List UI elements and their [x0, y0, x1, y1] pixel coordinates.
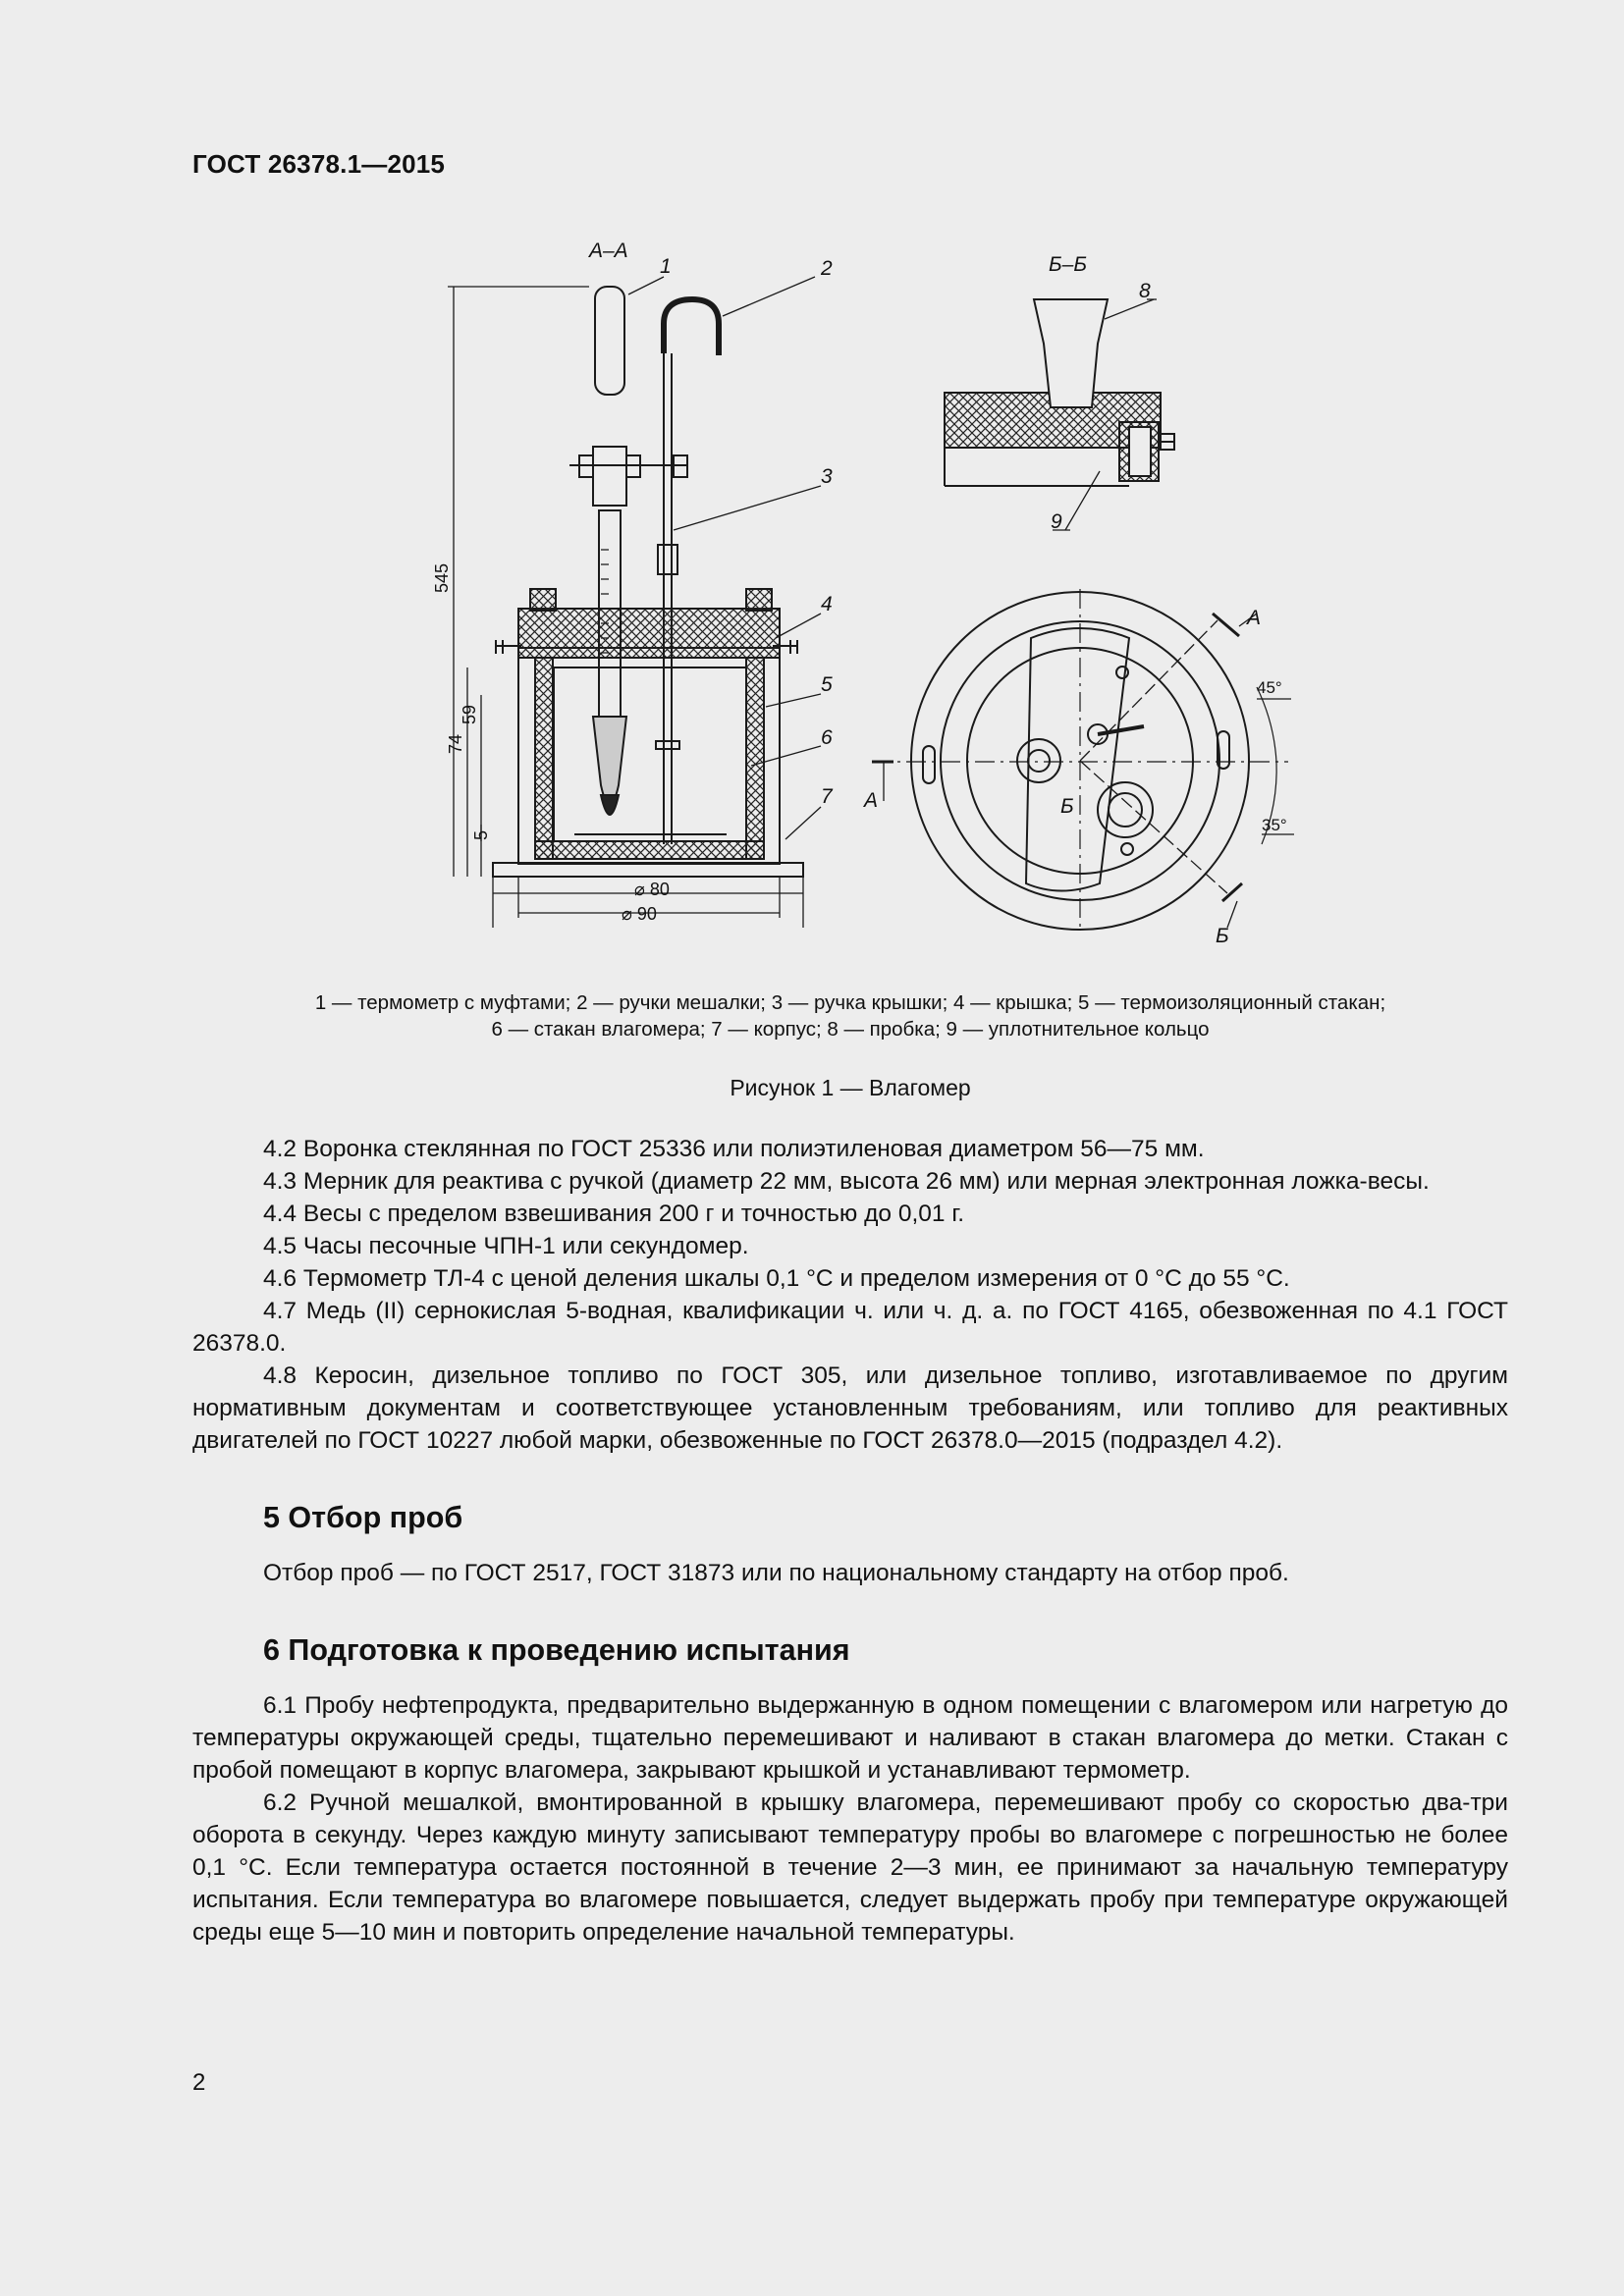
plug [1034, 299, 1108, 407]
dim-545: 545 [432, 562, 452, 593]
dim-5: 5 [471, 829, 491, 840]
thermometer-bulb [593, 717, 626, 805]
callout-1: 1 [660, 255, 672, 278]
document-header: ГОСТ 26378.1—2015 [192, 149, 446, 179]
paragraph-4-2: 4.2 Воронка стеклянная по ГОСТ 25336 или полиэтиленовая диаметром 56—75 мм. [263, 1136, 1205, 1162]
callout-9: 9 [1051, 510, 1062, 533]
label-section-bb: Б–Б [1049, 253, 1088, 276]
figure-moisture-meter [0, 226, 1624, 962]
inner-cup [554, 667, 746, 841]
cut-letter-b-center: Б [1060, 795, 1074, 818]
dim-diam-90: ⌀ 90 [622, 904, 657, 924]
cut-letter-a-top: А [1247, 607, 1262, 629]
callout-8: 8 [1139, 280, 1151, 302]
angle-45: 45° [1257, 678, 1282, 697]
lid-knob-left [530, 589, 556, 611]
paragraph-5: Отбор проб — по ГОСТ 2517, ГОСТ 31873 или по национальному стандарту на отбор проб. [263, 1560, 1289, 1586]
insulation-right [746, 658, 764, 859]
legend-line-2: 6 — стакан влагомера; 7 — корпус; 8 — пробка; 9 — уплотнительное кольцо [491, 1018, 1210, 1041]
paragraph-6-1: 6.1 Пробу нефтепродукта, предварительно выдержанную в одном помещении с влагомером или нагретую до температуры окружающей среды, тщательно перемешивают и наливают в стакан влагомера до метки. Стакан с пробой помещают в корпус влагомера, закрывают крышкой и устанавливают термометр. [192, 1692, 1508, 1784]
thermometer-top [595, 287, 624, 395]
figure-legend [192, 989, 1508, 1042]
callout-5: 5 [821, 673, 833, 696]
legend-line-1: 1 — термометр с муфтами; 2 — ручки мешалки; 3 — ручка крышки; 4 — крышка; 5 — термоизоляционный стакан; [314, 991, 1386, 1014]
cut-letter-b-bottom: Б [1216, 925, 1229, 947]
callout-2: 2 [821, 257, 833, 280]
dim-74: 74 [446, 733, 465, 754]
page-number: 2 [192, 2069, 206, 2096]
stirrer-handle [664, 299, 719, 355]
document-body [192, 1133, 1508, 1949]
lid-handle-block [658, 545, 677, 574]
callout-6: 6 [821, 726, 833, 749]
insulation-bottom [535, 841, 764, 859]
plan-funnel-hole [1098, 782, 1153, 837]
dim-59: 59 [460, 704, 479, 724]
section-6-heading: 6 Подготовка к проведению испытания [263, 1633, 850, 1667]
callout-4: 4 [821, 593, 833, 615]
lid [518, 609, 780, 658]
cut-letter-a-left: А [864, 789, 879, 812]
paragraph-6-2: 6.2 Ручной мешалкой, вмонтированной в крышку влагомера, перемешивают пробу со скоростью два-три оборота в секунду. Через каждую минуту записывают температуру пробы во влагомере с погрешностью не более 0,1 °С. Если температура остается постоянной в течение 2—3 мин, ее принимают за начальную температуру испытания. Если температура во влагомере повышается, следует выдержать пробу при температуре окружающей среды еще 5—10 мин и повторить определение начальной температуры. [192, 1789, 1508, 1946]
thermometer-sleeve [593, 447, 626, 506]
plan-thermo-hole [1017, 739, 1060, 782]
body-flange [493, 863, 803, 877]
paragraph-4-3: 4.3 Мерник для реактива с ручкой (диаметр 22 мм, высота 26 мм) или мерная электронная ложка-весы. [263, 1168, 1430, 1195]
paragraph-4-4: 4.4 Весы с пределом взвешивания 200 г и точностью до 0,01 г. [263, 1201, 965, 1227]
figure-caption: Рисунок 1 — Влагомер [730, 1075, 971, 1100]
lid-knob-right [746, 589, 772, 611]
paragraph-4-6: 4.6 Термометр ТЛ-4 с ценой деления шкалы 0,1 °С и пределом измерения от 0 °С до 55 °С. [263, 1265, 1290, 1292]
body-casing [518, 648, 780, 864]
plan-lid-blade [1026, 628, 1129, 891]
paragraph-4-5: 4.5 Часы песочные ЧПН-1 или секундомер. [263, 1233, 749, 1259]
angle-35: 35° [1262, 816, 1287, 834]
dim-diam-80: ⌀ 80 [634, 880, 670, 899]
moisture-meter-drawing [0, 226, 1624, 962]
section-5-heading: 5 Отбор проб [263, 1501, 463, 1534]
callout-3: 3 [821, 465, 833, 488]
paragraph-4-7: 4.7 Медь (II) сернокислая 5-водная, квалификации ч. или ч. д. а. по ГОСТ 4165, обезвоженная по 4.1 ГОСТ 26378.0. [192, 1298, 1508, 1357]
label-section-aa: А–А [589, 240, 628, 262]
callout-7: 7 [821, 785, 833, 808]
insulation-left [535, 658, 553, 859]
paragraph-4-8: 4.8 Керосин, дизельное топливо по ГОСТ 305, или дизельное топливо, изготавливаемое по другим нормативным документам и соответствующее установленным требованиям, или топливо для реактивных двигателей по ГОСТ 10227 любой марки, обезвоженные по ГОСТ 26378.0—2015 (подраздел 4.2). [192, 1362, 1508, 1454]
